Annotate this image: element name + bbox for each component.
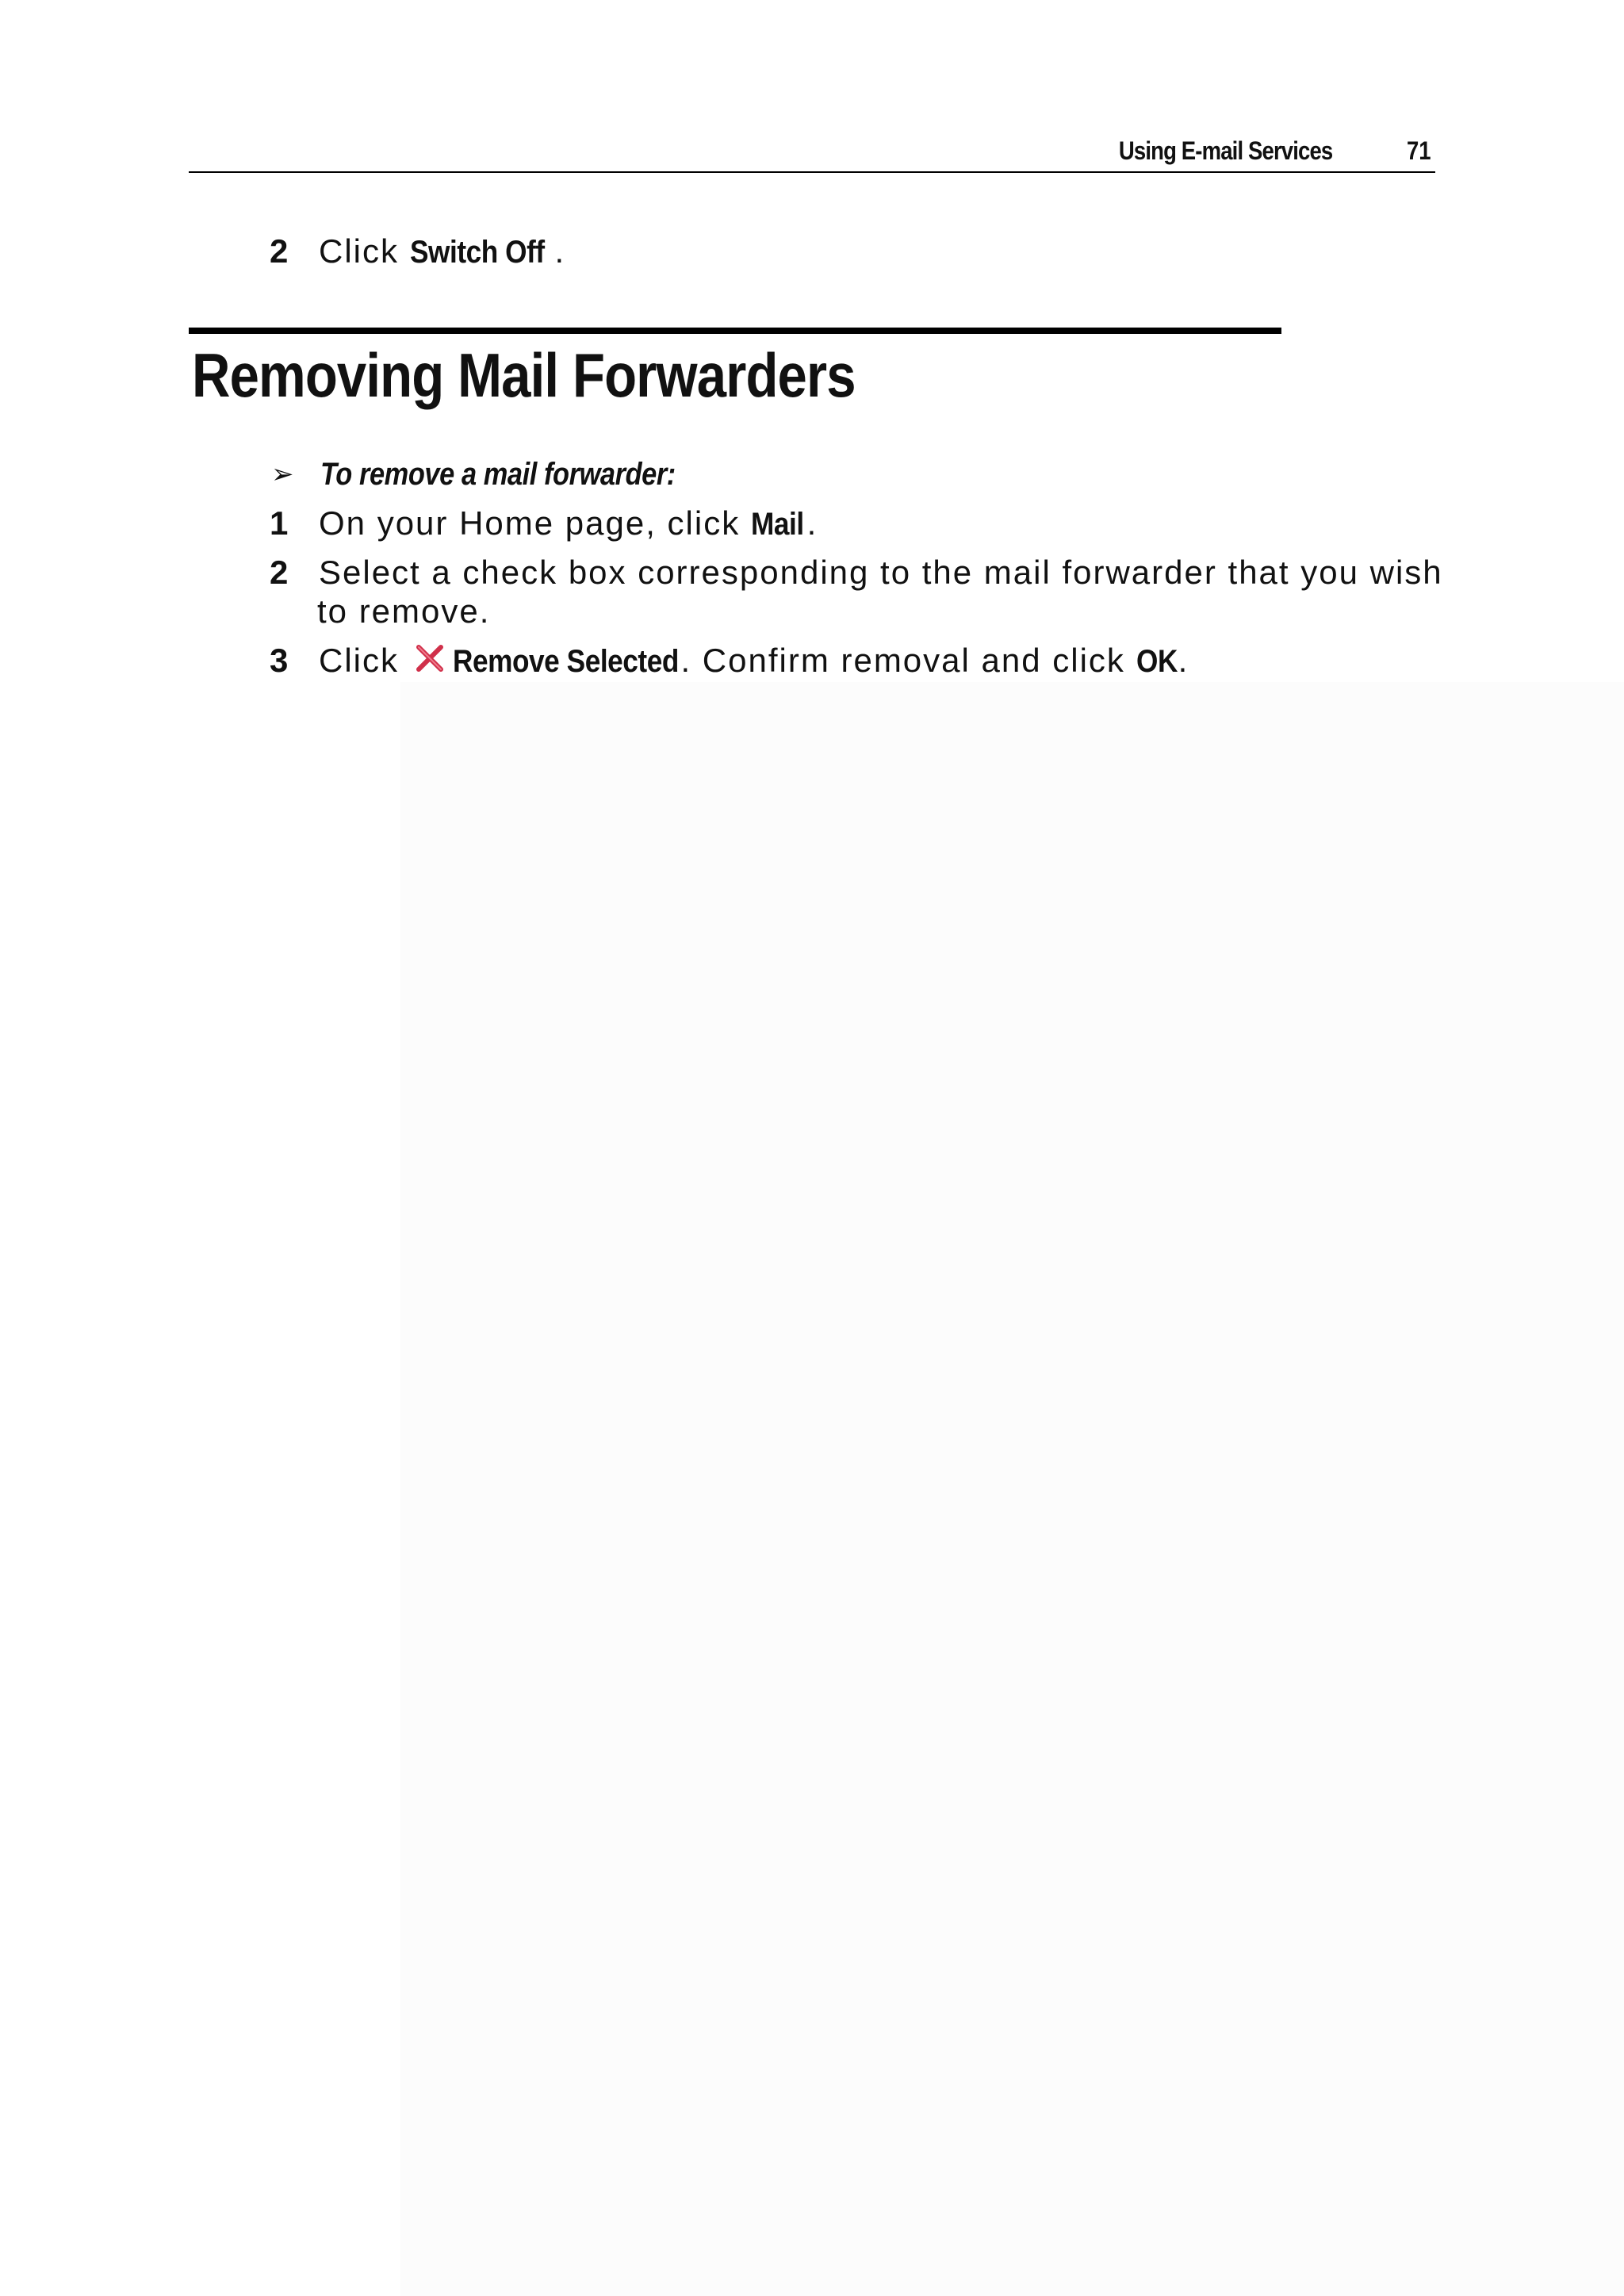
step-text <box>319 232 565 272</box>
step-text-after: . <box>1178 642 1189 679</box>
step-number: 3 <box>270 642 289 679</box>
arrow-bullet-icon: ➢ <box>271 459 294 489</box>
step-text <box>319 641 1189 681</box>
ui-label-switch-off: Switch Off <box>409 235 545 270</box>
step-number: 2 <box>270 232 289 270</box>
step-text-before: Click <box>319 232 410 270</box>
step-text-after: . <box>806 504 818 542</box>
running-header <box>189 132 1435 173</box>
procedure-title: To remove a mail forwarder: <box>320 457 676 492</box>
page-number: 71 <box>1407 136 1431 165</box>
section-title: Removing Mail Forwarders <box>192 340 856 410</box>
step-number: 1 <box>270 504 289 542</box>
step-text-after: . <box>554 232 566 270</box>
page-shading <box>400 682 1624 2296</box>
ui-label-remove-selected: Remove Selected <box>452 644 679 679</box>
step-text-before: Click <box>319 642 410 679</box>
ui-label-ok: OK <box>1136 644 1178 679</box>
step-text <box>319 504 818 544</box>
step-text-line-1: Select a check box corresponding to the mail forwarder that you wish <box>319 554 1443 591</box>
step-text-before: On your Home page, click <box>319 504 751 542</box>
ui-label-mail: Mail <box>750 507 804 542</box>
step-number: 2 <box>270 554 289 591</box>
step-text-line-2: to remove. <box>317 592 491 630</box>
running-title: Using E-mail Services <box>1118 136 1332 165</box>
remove-x-icon <box>415 643 445 673</box>
step-text-middle: . Confirm removal and click <box>680 642 1136 679</box>
section-rule <box>189 328 1281 334</box>
